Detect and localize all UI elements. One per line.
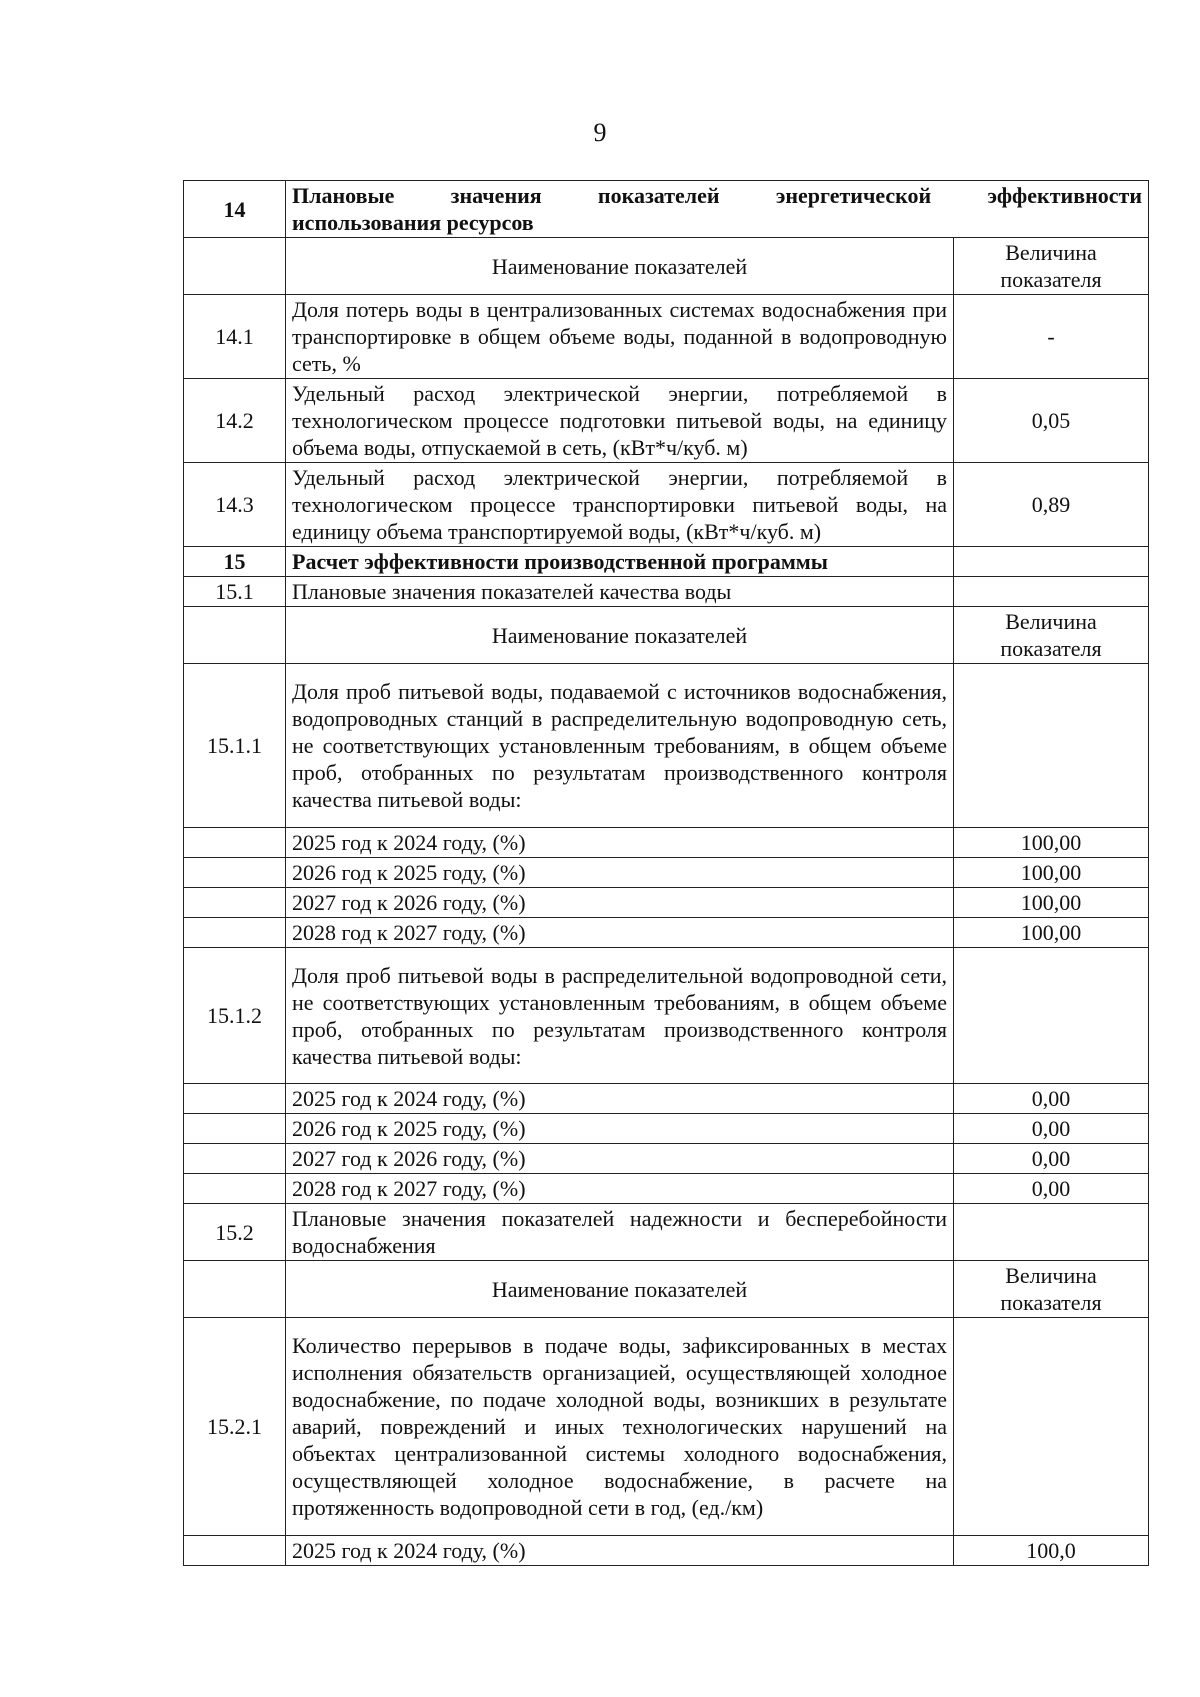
empty-cell: [184, 607, 286, 664]
item-number: 15.2.1: [184, 1318, 286, 1536]
table-row: [184, 463, 1149, 547]
year-label: 2028 год к 2027 году, (%): [286, 918, 954, 948]
section-title-line2: использования ресурсов: [292, 210, 534, 235]
empty-cell: [184, 1174, 286, 1204]
column-header-row: [184, 238, 1149, 295]
subsection-number: 15.2: [184, 1204, 286, 1261]
empty-cell: [184, 1144, 286, 1174]
year-value: 100,00: [954, 858, 1149, 888]
table-row: [184, 664, 1149, 828]
column-header-row: [184, 607, 1149, 664]
empty-cell: [184, 858, 286, 888]
item-value: 0,05: [954, 379, 1149, 463]
year-row: [184, 1084, 1149, 1114]
year-label: 2027 год к 2026 году, (%): [286, 1144, 954, 1174]
section-title: Расчет эффективности производственной программы: [286, 547, 954, 577]
column-header-value: Величина показателя: [954, 238, 1149, 295]
empty-cell: [954, 1204, 1149, 1261]
subsection-number: 15.1: [184, 577, 286, 607]
empty-cell: [184, 1261, 286, 1318]
empty-cell: [954, 577, 1149, 607]
year-row: [184, 888, 1149, 918]
year-label: 2026 год к 2025 году, (%): [286, 1114, 954, 1144]
year-value: 0,00: [954, 1084, 1149, 1114]
subsection-title: Плановые значения показателей качества воды: [286, 577, 954, 607]
year-label: 2028 год к 2027 году, (%): [286, 1174, 954, 1204]
column-header-name: Наименование показателей: [286, 607, 954, 664]
empty-cell: [954, 948, 1149, 1084]
table-row: [184, 379, 1149, 463]
empty-cell: [184, 828, 286, 858]
table-row: [184, 295, 1149, 379]
item-number: 14.3: [184, 463, 286, 547]
column-header-value: Величина показателя: [954, 1261, 1149, 1318]
year-row: [184, 858, 1149, 888]
empty-cell: [184, 1084, 286, 1114]
empty-cell: [184, 1114, 286, 1144]
year-value: 0,00: [954, 1144, 1149, 1174]
empty-cell: [954, 547, 1149, 577]
year-value: 0,00: [954, 1114, 1149, 1144]
item-value: 0,89: [954, 463, 1149, 547]
item-text: Количество перерывов в подаче воды, зафиксированных в местах исполнения обязательств организацией, осуществляющей холодное водоснабжение, по подаче холодной воды, возникших в результате аварий, повреждений и иных технологических нарушений на объектах централизованной системы холодного водоснабжения, осуществляющей холодное водоснабжение, в расчете на протяженность водопроводной сети в год, (ед./км): [286, 1318, 954, 1536]
year-value: 100,00: [954, 828, 1149, 858]
item-number: 15.1.2: [184, 948, 286, 1084]
year-value: 100,00: [954, 918, 1149, 948]
year-label: 2025 год к 2024 году, (%): [286, 1084, 954, 1114]
empty-cell: [184, 888, 286, 918]
section-15-header-row: [184, 547, 1149, 577]
subsection-row: [184, 577, 1149, 607]
column-header-name: Наименование показателей: [286, 238, 954, 295]
item-text: Доля проб питьевой воды в распределительной водопроводной сети, не соответствующих установленным требованиям, в общем объеме проб, отобранных по результатам производственного контроля качества питьевой воды:: [286, 948, 954, 1084]
item-value: -: [954, 295, 1149, 379]
page-number: 9: [593, 118, 607, 147]
empty-cell: [184, 238, 286, 295]
year-row: [184, 1536, 1149, 1566]
subsection-title: Плановые значения показателей надежности и бесперебойности водоснабжения: [286, 1204, 954, 1261]
section-number: 15: [184, 547, 286, 577]
empty-cell: [954, 1318, 1149, 1536]
year-row: [184, 918, 1149, 948]
year-row: [184, 828, 1149, 858]
table-row: [184, 1318, 1149, 1536]
item-number: 14.1: [184, 295, 286, 379]
item-text: Доля потерь воды в централизованных системах водоснабжения при транспортировке в общем объеме воды, поданной в водопроводную сеть, %: [286, 295, 954, 379]
empty-cell: [184, 918, 286, 948]
year-value: 100,0: [954, 1536, 1149, 1566]
subsection-row: [184, 1204, 1149, 1261]
column-header-row: [184, 1261, 1149, 1318]
year-label: 2027 год к 2026 году, (%): [286, 888, 954, 918]
indicators-table: [183, 180, 1149, 1566]
section-title-line1: Плановые значения показателей энергетической эффективности: [292, 183, 1142, 208]
section-title: [286, 181, 1149, 238]
section-number: 14: [184, 181, 286, 238]
item-number: 15.1.1: [184, 664, 286, 828]
item-text: Доля проб питьевой воды, подаваемой с источников водоснабжения, водопроводных станций в распределительную водопроводную сеть, не соответствующих установленным требованиям, в общем объеме проб, отобранных по результатам производственного контроля качества питьевой воды:: [286, 664, 954, 828]
column-header-name: Наименование показателей: [286, 1261, 954, 1318]
table-row: [184, 948, 1149, 1084]
item-text: Удельный расход электрической энергии, потребляемой в технологическом процессе транспортировки питьевой воды, на единицу объема транспортируемой воды, (кВт*ч/куб. м): [286, 463, 954, 547]
column-header-value: Величина показателя: [954, 607, 1149, 664]
item-text: Удельный расход электрической энергии, потребляемой в технологическом процессе подготовки питьевой воды, на единицу объема воды, отпускаемой в сеть, (кВт*ч/куб. м): [286, 379, 954, 463]
year-row: [184, 1174, 1149, 1204]
year-label: 2025 год к 2024 году, (%): [286, 828, 954, 858]
empty-cell: [954, 664, 1149, 828]
year-row: [184, 1114, 1149, 1144]
year-label: 2026 год к 2025 году, (%): [286, 858, 954, 888]
section-14-header-row: [184, 181, 1149, 238]
year-value: 100,00: [954, 888, 1149, 918]
year-label: 2025 год к 2024 году, (%): [286, 1536, 954, 1566]
item-number: 14.2: [184, 379, 286, 463]
year-row: [184, 1144, 1149, 1174]
empty-cell: [184, 1536, 286, 1566]
year-value: 0,00: [954, 1174, 1149, 1204]
